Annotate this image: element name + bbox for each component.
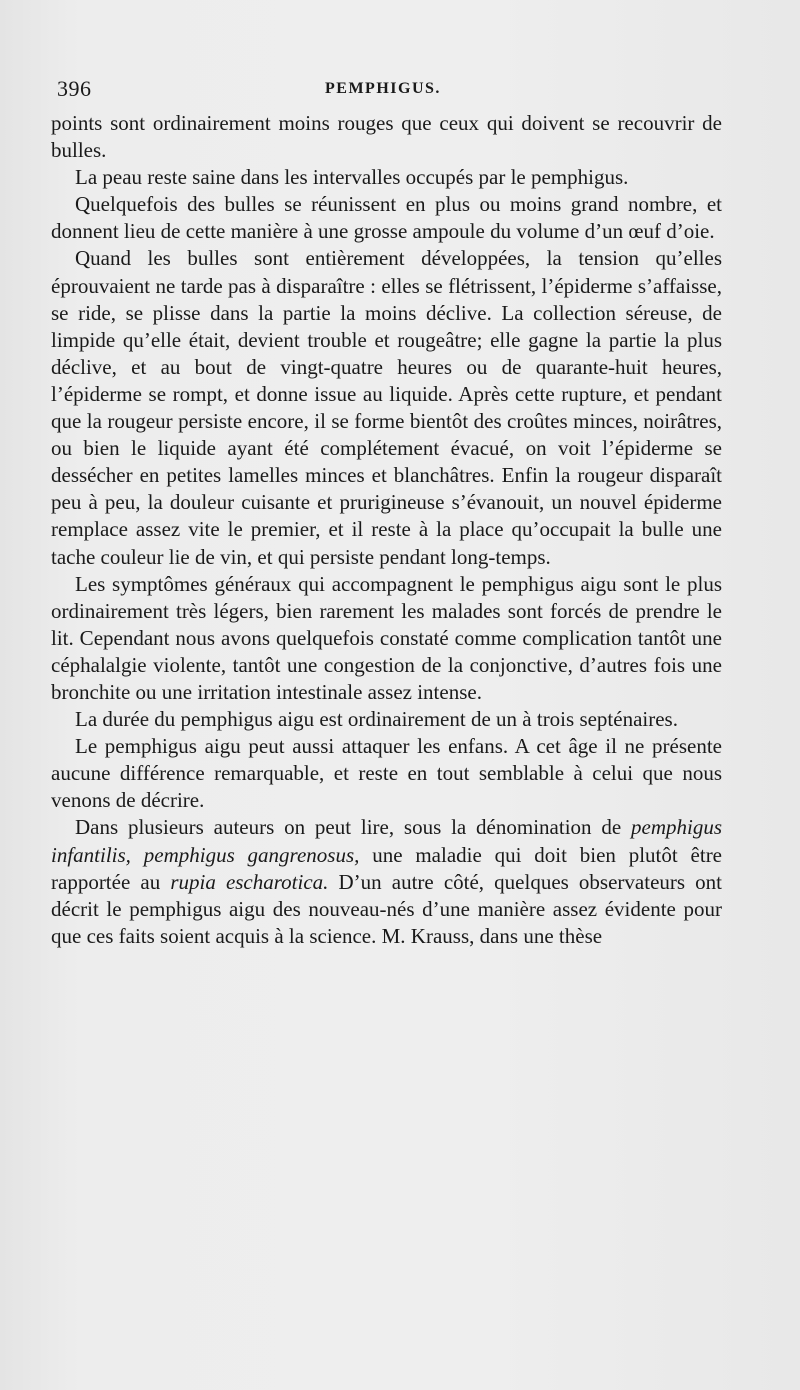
- paragraph-continuation: points sont ordinairement moins rouges que ceux qui doivent se recouvrir de bulles.: [51, 111, 722, 163]
- paragraph-children: Le pemphigus aigu peut aussi attaquer les enfans. A cet âge il ne présente aucune différence remarquable, et reste en tout semblable à celui que nous venons de décrire.: [51, 734, 722, 813]
- paragraph-authors-italic-1: pemphigus infantilis, pemphigus gangrenosus,: [51, 815, 722, 867]
- paragraph-authors: [51, 814, 722, 949]
- paragraph-authors-text-3: D’un autre côté, quelques observateurs ont décrit le pemphigus aigu des nouveau-nés d’une manière assez évidente pour que ces faits soient acquis à la science. M. Krauss, dans une thèse: [51, 869, 722, 948]
- paragraph-bulles-merge: Quelquefois des bulles se réunissent en plus ou moins grand nombre, et donnent lieu de cette manière à une grosse ampoule du volume d’un œuf d’oie.: [51, 192, 722, 244]
- running-head: [57, 76, 757, 106]
- paragraph-skin-intervals: La peau reste saine dans les intervalles occupés par le pemphigus.: [75, 165, 629, 190]
- paragraph-authors-text-1: Dans plusieurs auteurs on peut lire, sous la dénomination de: [75, 815, 631, 840]
- page-number: 396: [57, 76, 92, 101]
- paragraph-authors-text-2: une maladie qui doit bien plutôt être rapportée au: [51, 842, 723, 894]
- paragraph-duration: La durée du pemphigus aigu est ordinairement de un à trois septénaires.: [75, 707, 678, 732]
- paragraph-development: Quand les bulles sont entièrement développées, la tension qu’elles éprouvaient ne tarde pas à disparaître : elles se flétrissent, l’épiderme s’affaisse, se ride, se plisse dans la partie la moins déclive. La collection séreuse, de limpide qu’elle était, devient trouble et rougeâtre; elle gagne la partie la plus déclive, et au bout de vingt-quatre heures ou de quarante-huit heures, l’épiderme se rompt, et donne issue au liquide. Après cette rupture, et pendant que la rougeur persiste encore, il se forme bientôt des croûtes minces, noirâtres, ou bien le liquide ayant été complétement évacué, on voit l’épiderme se dessécher en petites lamelles minces et blanchâtres. Enfin la rougeur disparaît peu à peu, la douleur cuisante et prurigineuse s’évanouit, un nouvel épiderme remplace assez vite le premier, et il reste à la place qu’occupait la bulle une tache couleur lie de vin, et qui persiste pendant long-temps.: [51, 246, 722, 569]
- paragraph-general-symptoms: Les symptômes généraux qui accompagnent le pemphigus aigu sont le plus ordinairement très légers, bien rarement les malades sont forcés de prendre le lit. Cependant nous avons quelquefois constaté comme complication tantôt une céphalalgie violente, tantôt une congestion de la conjonctive, d’autres fois une bronchite ou une irritation intestinale assez intense.: [51, 571, 722, 704]
- running-title: PEMPHIGUS.: [325, 80, 441, 97]
- body-text: [51, 110, 722, 950]
- paragraph-authors-italic-2: rupia escharotica.: [170, 869, 329, 894]
